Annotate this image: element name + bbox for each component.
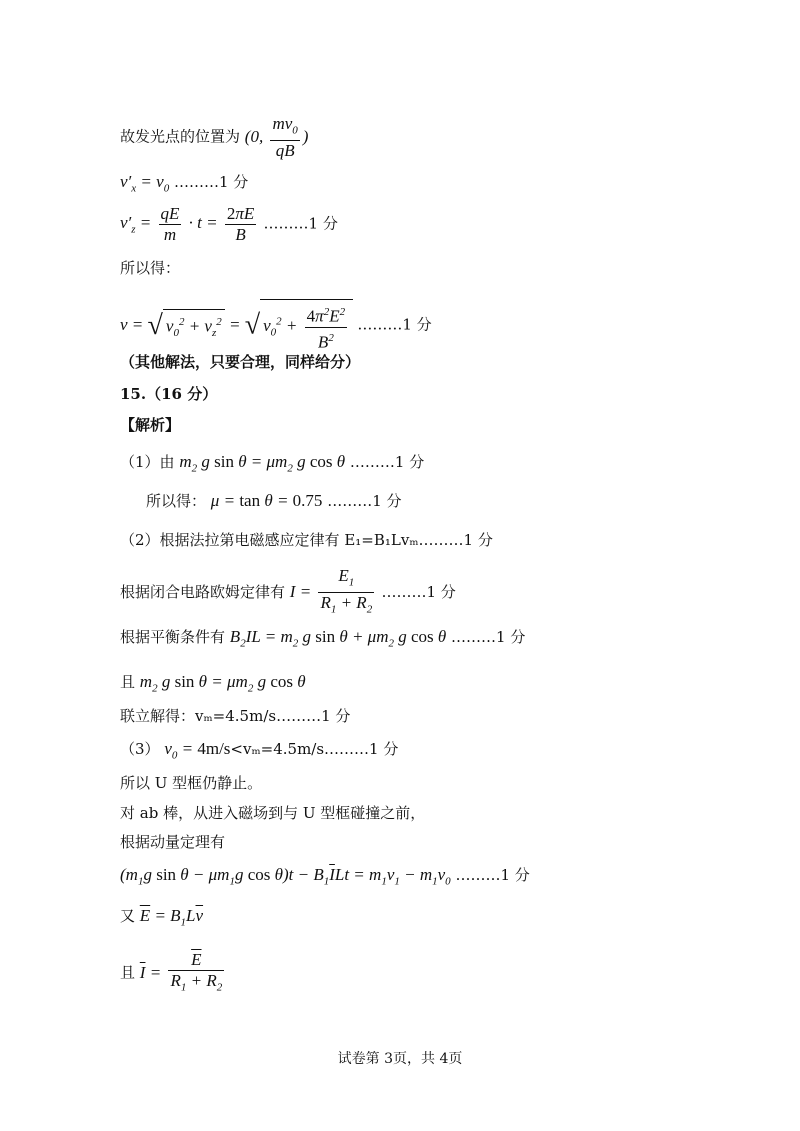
- formula: $v'_z$ = $\frac{qE}{m}$ · t = $\frac{2\pi E}{B}$: [120, 204, 255, 244]
- formula: $\overline{I}$ = $\frac{\overline{E}}{R_1 + R_2}$: [139, 950, 223, 994]
- avg-current-line: [120, 950, 227, 997]
- text: 且: [120, 963, 136, 982]
- score-note: ………1 分: [349, 453, 425, 471]
- score-note: <vₘ=4.5m/s………1 分: [230, 740, 399, 758]
- part3-line: [120, 739, 398, 765]
- so-line: [120, 258, 180, 278]
- emission-position-line: [120, 114, 308, 161]
- formula: $B_2IL = m_2$ g $\sin \theta + \mu m_2$ g cos θ: [229, 627, 447, 650]
- text: （2）根据法拉第电磁感应定律有 E₁=B₁Lvₘ………1 分: [120, 531, 493, 549]
- part1-line: [120, 452, 424, 478]
- score-note: ………1 分: [263, 214, 338, 233]
- part2-line: [120, 530, 493, 550]
- formula: v = √ $v_0^2 + v_z^2$ = √ $v_0^2$ + $\frac{4\pi^2E^2}{B^2}$: [120, 315, 357, 334]
- solve-line: [120, 706, 350, 726]
- text: （其他解法，只要合理，同样给分）: [120, 353, 361, 371]
- avg-emf-line: [120, 906, 203, 932]
- text: （1）由: [120, 453, 175, 471]
- text: 联立解得：vₘ=4.5m/s………1 分: [120, 707, 351, 725]
- vx-line: [120, 172, 248, 198]
- text: 15.（16 分）: [120, 385, 218, 403]
- text: 所以得：: [146, 492, 207, 510]
- text: （3）: [120, 740, 160, 758]
- momentum-equation-line: [120, 865, 530, 891]
- text: 对 ab 棒，从进入磁场到与 U 型框碰撞之前，: [120, 804, 426, 822]
- vz-line: [120, 204, 338, 245]
- other-methods-note: [120, 352, 360, 372]
- text: 且: [120, 673, 136, 691]
- text: 所以得：: [120, 259, 181, 277]
- score-note: ………1 分: [327, 492, 402, 510]
- formula: I = $\frac{E_1}{R_1 + R_2}$: [289, 566, 373, 616]
- text: 根据平衡条件有: [120, 628, 226, 646]
- and-line: [120, 672, 306, 698]
- page-footer: 试卷第 3页，共 4页: [337, 1051, 463, 1067]
- text: 根据闭合电路欧姆定律有: [120, 582, 286, 601]
- formula: ($m_1g$ $\sin \theta - \mu m_1g$ $\cos \theta)t - B_1\overline{I}Lt = m_1v_1 - m_1v_0$: [120, 865, 451, 888]
- text: 故发光点的位置为: [120, 127, 241, 146]
- score-note: ………1 分: [381, 582, 456, 601]
- u-frame-static-line: [120, 773, 262, 793]
- formula: μ = tan θ = 0.75: [210, 491, 323, 510]
- formula: $m_2$ g $\sin \theta = \mu m_2$ g cos θ: [139, 672, 306, 695]
- momentum-theorem-line: [120, 832, 225, 852]
- text: 根据动量定理有: [120, 833, 226, 851]
- text: 【解析】: [120, 416, 181, 434]
- question-number: [120, 384, 217, 404]
- ab-rod-line: [120, 803, 425, 823]
- text: 所以 U 型框仍静止。: [120, 774, 263, 792]
- formula: $v'_x = v_0$: [120, 172, 170, 195]
- ohm-law-line: [120, 566, 456, 620]
- velocity-line: [120, 299, 432, 352]
- analysis-heading: [120, 415, 180, 435]
- formula: $v_0 = 4m/s$: [164, 739, 231, 762]
- score-note: ………1 分: [455, 866, 530, 884]
- text: 又: [120, 907, 136, 925]
- mu-result-line: [146, 491, 402, 511]
- balance-line: [120, 627, 525, 653]
- score-note: ………1 分: [173, 173, 249, 191]
- formula: $\overline{E} = B_1L\overline{v}$: [139, 906, 204, 929]
- score-note: ………1 分: [357, 315, 432, 334]
- score-note: ………1 分: [451, 628, 526, 646]
- formula: $m_2$ g $\sin \theta = \mu m_2$ g cos θ: [179, 452, 346, 475]
- formula: (0, $\frac{mv_0}{qB}$ ): [244, 114, 309, 161]
